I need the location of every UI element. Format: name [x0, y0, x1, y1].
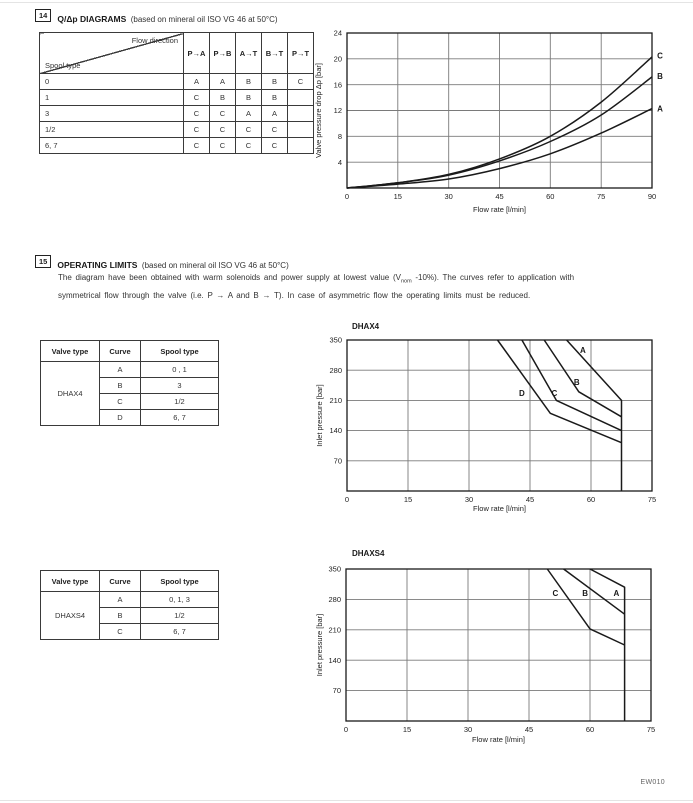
curve-D — [498, 340, 622, 443]
spool-cell: 0, 1, 3 — [141, 592, 219, 608]
spool-cell: 3 — [141, 378, 219, 394]
table-row — [40, 122, 314, 138]
table-row — [40, 90, 314, 106]
spool-cell: 6, 7 — [141, 624, 219, 640]
corner-label-spool-type: Spool type — [45, 61, 81, 70]
x-tick-label: 60 — [585, 725, 595, 734]
x-tick-label: 30 — [444, 192, 453, 201]
spool-cell: 0 — [40, 74, 184, 90]
table-row — [40, 106, 314, 122]
table-header-row — [41, 571, 219, 592]
valve-type-cell: DHAXS4 — [41, 592, 100, 640]
x-tick-label: 30 — [464, 495, 474, 504]
dhaxs4-curve-table — [40, 570, 219, 640]
chart-svg — [305, 543, 693, 751]
table-corner-cell — [40, 33, 184, 74]
column-header: P→A — [184, 33, 210, 74]
curve-cell: C — [288, 74, 314, 90]
x-tick-label: 30 — [463, 725, 473, 734]
curve-cell: B — [236, 90, 262, 106]
column-header: P→B — [210, 33, 236, 74]
section14-subtitle: (based on mineral oil ISO VG 46 at 50°C) — [130, 15, 278, 24]
x-tick-label: 15 — [393, 192, 402, 201]
x-tick-label: 75 — [646, 725, 656, 734]
y-tick-label: 350 — [329, 335, 342, 345]
curve-C — [522, 340, 622, 431]
x-tick-label: 15 — [402, 725, 412, 734]
vnom-subscript: nom — [400, 278, 412, 285]
y-tick-label: 280 — [329, 365, 342, 375]
curve-label-C: C — [657, 51, 663, 61]
curve-cell: C — [184, 122, 210, 138]
curve-label-C: C — [552, 589, 559, 599]
corner-label-flow-direction: Flow direction — [131, 36, 178, 45]
y-tick-label: 140 — [329, 426, 342, 436]
curve-cell: C — [100, 394, 141, 410]
spool-cell: 3 — [40, 106, 184, 122]
dhax4-curve-table — [40, 340, 219, 426]
y-tick-label: 16 — [333, 80, 342, 90]
paragraph-line1: The diagram have been obtained with warm solenoids and power supply at lowest value ($V_{nom}$ -10%). The curves refer to application with — [58, 273, 575, 285]
y-tick-label: 24 — [333, 28, 342, 38]
spool-cell: 0 , 1 — [141, 362, 219, 378]
x-axis-label: Flow rate [l/min] — [472, 735, 525, 744]
y-tick-label: 4 — [337, 157, 342, 167]
operating-limits-paragraph — [58, 271, 690, 302]
valve-type-cell: DHAX4 — [41, 362, 100, 426]
y-tick-label: 140 — [328, 655, 341, 665]
x-tick-label: 45 — [525, 495, 535, 504]
column-header: Curve — [100, 571, 141, 592]
x-tick-label: 90 — [647, 192, 657, 201]
column-header: P→T — [288, 33, 314, 74]
curve-cell: C — [236, 138, 262, 154]
curve-cell: B — [262, 74, 288, 90]
y-axis-label: Inlet pressure [bar] — [315, 613, 324, 677]
curve-cell: B — [262, 90, 288, 106]
y-tick-label: 350 — [328, 564, 341, 574]
chart-title: DHAXS4 — [352, 549, 385, 558]
curve-label-D: D — [519, 388, 525, 398]
column-header: B→T — [262, 33, 288, 74]
section14-header — [35, 9, 278, 27]
y-tick-label: 8 — [337, 131, 342, 141]
y-tick-label: 70 — [333, 456, 342, 466]
section15-title: OPERATING LIMITS — [57, 260, 138, 270]
x-tick-label: 0 — [344, 192, 350, 201]
y-tick-label: 20 — [333, 54, 342, 64]
y-tick-label: 210 — [328, 625, 341, 635]
curve-A — [567, 340, 622, 491]
curve-cell: A — [100, 592, 141, 608]
x-axis-label: Flow rate [l/min] — [473, 205, 526, 214]
paragraph-line2: symmetrical flow through the valve (i.e. P → A and B → T). In case of asymmetric flow the operating limits must be reduced. — [58, 290, 531, 300]
page-top-edge — [0, 2, 693, 3]
table-row — [40, 74, 314, 90]
chart-title: DHAX4 — [352, 322, 380, 331]
column-header: A→T — [236, 33, 262, 74]
plot-border — [347, 340, 652, 491]
curve-label-B: B — [573, 378, 580, 388]
curve-cell: A — [236, 106, 262, 122]
column-header: Valve type — [41, 341, 100, 362]
column-header: Spool type — [141, 341, 219, 362]
curve-label-B: B — [582, 589, 588, 599]
curve-cell: B — [236, 74, 262, 90]
spool-cell: 1/2 — [141, 394, 219, 410]
x-axis-label: Flow rate [l/min] — [473, 504, 526, 513]
x-tick-label: 75 — [597, 192, 606, 201]
x-tick-label: 0 — [343, 725, 349, 734]
y-tick-label: 12 — [333, 106, 342, 116]
qdp-spool-table — [39, 32, 314, 154]
x-tick-label: 45 — [495, 192, 504, 201]
spool-cell: 1/2 — [40, 122, 184, 138]
curve-cell: D — [100, 410, 141, 426]
x-tick-label: 0 — [344, 495, 350, 504]
section15-number-box: 15 — [35, 255, 51, 268]
x-tick-label: 75 — [647, 495, 657, 504]
curve-cell: C — [236, 122, 262, 138]
table-header-row — [40, 33, 314, 74]
curve-cell: C — [210, 122, 236, 138]
table-header-row — [41, 341, 219, 362]
column-header: Curve — [100, 341, 141, 362]
y-tick-label: 210 — [329, 396, 342, 405]
curve-cell: A — [210, 74, 236, 90]
plot-border — [346, 569, 651, 721]
x-tick-label: 15 — [403, 495, 413, 504]
curve-cell: C — [184, 90, 210, 106]
y-axis-label: Valve pressure drop Δp [bar] — [314, 63, 323, 158]
curve-cell: C — [184, 138, 210, 154]
x-tick-label: 60 — [586, 495, 596, 504]
chart-svg — [305, 25, 693, 217]
x-tick-label: 60 — [546, 192, 555, 201]
curve-label-B: B — [657, 72, 663, 82]
curve-cell: C — [100, 624, 141, 640]
curve-cell: B — [100, 378, 141, 394]
page-code: EW010 — [640, 779, 665, 786]
curve-cell: A — [262, 106, 288, 122]
page-bottom-edge — [0, 800, 693, 801]
curve-cell: C — [210, 138, 236, 154]
x-tick-label: 45 — [524, 725, 534, 734]
y-tick-label: 280 — [328, 595, 341, 604]
section14-title: Q/Δp DIAGRAMS — [57, 14, 127, 24]
curve-cell: A — [184, 74, 210, 90]
spool-cell: 1/2 — [141, 608, 219, 624]
section14-title-line — [57, 9, 277, 27]
section14-number-box: 14 — [35, 9, 51, 22]
column-header: Spool type — [141, 571, 219, 592]
section15-subtitle: (based on mineral oil ISO VG 46 at 50°C) — [141, 261, 289, 270]
qdp-chart — [305, 25, 693, 217]
spool-cell: 6, 7 — [40, 138, 184, 154]
curve-label-A: A — [613, 589, 620, 599]
chart-svg — [305, 316, 693, 518]
curve-cell: B — [210, 90, 236, 106]
curve-cell: C — [210, 106, 236, 122]
curve-label-C: C — [551, 388, 558, 398]
curve-cell: C — [262, 138, 288, 154]
curve-label-A: A — [580, 346, 586, 356]
dhax4-operating-limits-chart — [305, 316, 693, 518]
spool-cell: 1 — [40, 90, 184, 106]
curve-cell: B — [100, 608, 141, 624]
spool-cell: 6, 7 — [141, 410, 219, 426]
curve-cell: A — [100, 362, 141, 378]
y-tick-label: 70 — [332, 686, 341, 696]
table-row — [40, 138, 314, 154]
column-header: Valve type — [41, 571, 100, 592]
table-row — [41, 592, 219, 608]
table-row — [41, 362, 219, 378]
dhaxs4-operating-limits-chart — [305, 543, 693, 751]
curve-label-A: A — [657, 104, 663, 114]
curve-cell: C — [262, 122, 288, 138]
curve-cell: C — [184, 106, 210, 122]
y-axis-label: Inlet pressure [bar] — [315, 384, 324, 447]
